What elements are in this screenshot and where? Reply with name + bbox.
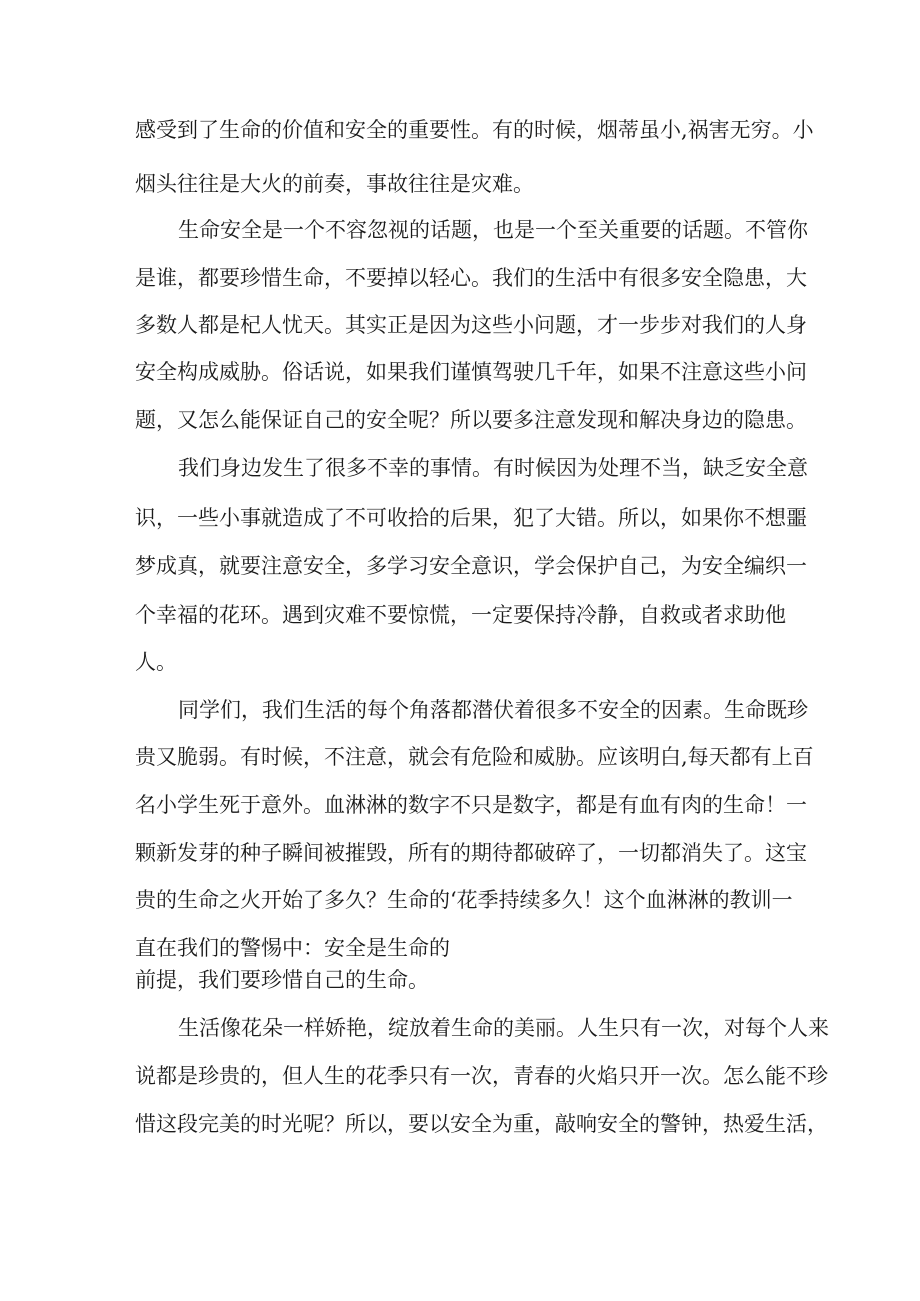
text-line: 我们身边发生了很多不幸的事情。有时候因为处理不当，缺乏安全意: [178, 456, 808, 480]
text-line: 惜这段完美的时光呢？所以，要以安全为重，敲响安全的警钟，热爱生活，: [135, 1112, 828, 1136]
text-line: 题，又怎么能保证自己的安全呢？所以要多注意发现和解决身边的隐患。: [135, 408, 807, 432]
text-line: 个幸福的花环。遇到灾难不要惊慌，一定要保持冷静，自救或者求助他: [135, 603, 786, 627]
text-line: 梦成真，就要注意安全，多学习安全意识，学会保护自己，为安全编织一: [135, 554, 807, 578]
text-line: 是谁，都要珍惜生命，不要掉以轻心。我们的生活中有很多安全隐患，大: [135, 266, 807, 290]
text-line: 生命安全是一个不容忽视的话题，也是一个至关重要的话题。不管你: [178, 218, 808, 242]
text-line: 生活像花朵一样娇艳，绽放着生命的美丽。人生只有一次，对每个人来: [178, 1016, 829, 1040]
text-line: 安全构成威胁。俗话说，如果我们谨慎驾驶几千年，如果不注意这些小问: [135, 360, 807, 384]
text-line: 感受到了生命的价值和安全的重要性。有的时候，烟蒂虽小,祸害无穷。小: [135, 118, 814, 142]
text-line: 贵的生命之火开始了多久？生命的‘花季持续多久！这个血淋淋的教训一: [135, 888, 793, 912]
text-line: 识，一些小事就造成了不可收拾的后果，犯了大错。所以，如果你不想噩: [135, 506, 807, 530]
text-line: 同学们，我们生活的每个角落都潜伏着很多不安全的因素。生命既珍: [178, 698, 808, 722]
text-line: 前提，我们要珍惜自己的生命。: [135, 968, 429, 992]
text-line: 贵又脆弱。有时候，不注意，就会有危险和威胁。应该明白,每天都有上百: [135, 745, 814, 769]
text-line: 名小学生死于意外。血淋淋的数字不只是数字，都是有血有肉的生命！一: [135, 793, 807, 817]
text-line: 多数人都是杞人忧天。其实正是因为这些小问题，才一步步对我们的人身: [135, 313, 807, 337]
text-line: 说都是珍贵的，但人生的花季只有一次，青春的火焰只开一次。怎么能不珍: [135, 1064, 828, 1088]
text-line: 烟头往往是大火的前奏，事故往往是灾难。: [135, 172, 534, 196]
text-line: 人。: [135, 650, 177, 674]
text-line: 直在我们的警惕中：安全是生命的: [135, 936, 450, 960]
text-line: 颗新发芽的种子瞬间被摧毁，所有的期待都破碎了，一切都消失了。这宝: [135, 841, 807, 865]
